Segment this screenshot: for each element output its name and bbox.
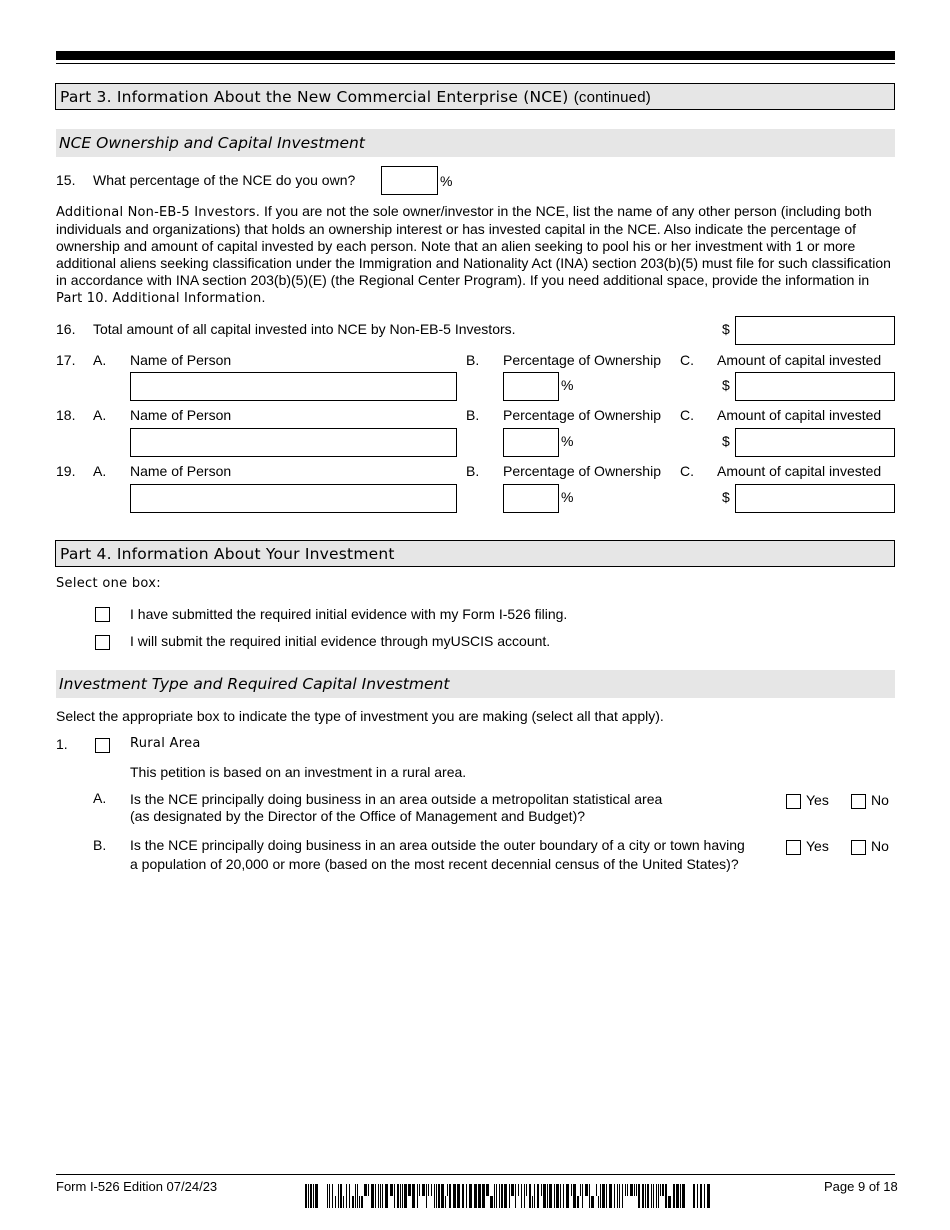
rural-qa-line1: Is the NCE principally doing business in an area outside a metropolitan statistical area xyxy=(130,791,663,807)
q15-number: 15. xyxy=(56,172,76,188)
rural-qb-no-label: No xyxy=(871,838,889,854)
q19-amount-field[interactable] xyxy=(735,484,895,513)
rural-description: This petition is based on an investment in a rural area. xyxy=(130,764,467,780)
q18-b: B. xyxy=(466,407,480,423)
q16-number: 16. xyxy=(56,321,76,337)
q19-currency: $ xyxy=(722,489,730,505)
part4-header: Part 4. Information About Your Investment xyxy=(55,540,895,567)
rural-qb-no-checkbox[interactable] xyxy=(851,840,866,855)
q17-c: C. xyxy=(680,352,694,368)
evidence-submitted-checkbox[interactable] xyxy=(95,607,110,622)
additional-investors-text: If you are not the sole owner/investor in the NCE, list the name of any other person (including both individuals and organizations) that holds an ownership interest or has invested capital in the NCE. Also indicate the percentage of ownership and amount of capital invested by each person. Note that an alien seeking to pool his or her investment with 1 or more additional aliens seeking classification under the Immigration and Nationality Act (INA) section 203(b)(5) must file for such classification in accordance with INA section 203(b)(5)(E) (the Regional Center Program). If you need additional space, provide the information in xyxy=(56,203,891,288)
q19-b: B. xyxy=(466,463,480,479)
q18-pct-label: Percentage of Ownership xyxy=(503,407,661,423)
q17-amount-field[interactable] xyxy=(735,372,895,401)
q17-pct-label: Percentage of Ownership xyxy=(503,352,661,368)
q18-amt-label: Amount of capital invested xyxy=(717,407,882,423)
q18-percent-unit: % xyxy=(561,433,574,449)
evidence-submitted-label: I have submitted the required initial evidence with my Form I-526 filing. xyxy=(130,606,568,622)
q19-amt-label: Amount of capital invested xyxy=(717,463,882,479)
q17-amt-label: Amount of capital invested xyxy=(717,352,882,368)
q17-percentage-field[interactable] xyxy=(503,372,559,401)
select-one-box-label: Select one box: xyxy=(56,576,161,591)
rural-number: 1. xyxy=(56,736,68,752)
rural-qb-line1: Is the NCE principally doing business in an area outside the outer boundary of a city or town having xyxy=(130,837,745,853)
rural-qa-line2: (as designated by the Director of the Office of Management and Budget)? xyxy=(130,808,586,824)
part3-header xyxy=(55,83,895,110)
rural-qa-no-label: No xyxy=(871,792,889,808)
footer-rule xyxy=(56,1174,895,1175)
q15-percent-unit: % xyxy=(440,173,453,189)
additional-investors-instructions xyxy=(56,203,898,307)
q17-percent-unit: % xyxy=(561,377,574,393)
part10-reference: Part 10. Additional Information xyxy=(56,291,262,306)
part3-title: Part 3. Information About the New Commercial Enterprise (NCE) xyxy=(60,88,569,106)
q18-name-field[interactable] xyxy=(130,428,457,457)
top-rule-thick xyxy=(56,51,895,60)
q19-name-label: Name of Person xyxy=(130,463,232,479)
top-rule-thin xyxy=(56,63,895,64)
q17-number: 17. xyxy=(56,352,76,368)
q17-name-field[interactable] xyxy=(130,372,457,401)
q17-name-label: Name of Person xyxy=(130,352,232,368)
q19-c: C. xyxy=(680,463,694,479)
rural-qb-yes-checkbox[interactable] xyxy=(786,840,801,855)
q19-pct-label: Percentage of Ownership xyxy=(503,463,661,479)
footer-form-edition: Form I-526 Edition 07/24/23 xyxy=(56,1179,218,1194)
footer-page-number: Page 9 of 18 xyxy=(824,1179,898,1194)
q18-c: C. xyxy=(680,407,694,423)
ownership-percentage-field[interactable] xyxy=(381,166,438,195)
investment-type-section-title: Investment Type and Required Capital Investment xyxy=(56,670,895,698)
q17-currency: $ xyxy=(722,377,730,393)
q18-currency: $ xyxy=(722,433,730,449)
q18-name-label: Name of Person xyxy=(130,407,232,423)
q17-b: B. xyxy=(466,352,480,368)
q16-label: Total amount of all capital invested into NCE by Non-EB-5 Investors. xyxy=(93,321,516,337)
q18-a: A. xyxy=(93,407,107,423)
q19-percent-unit: % xyxy=(561,489,574,505)
q19-a: A. xyxy=(93,463,107,479)
rural-qa-no-checkbox[interactable] xyxy=(851,794,866,809)
q19-percentage-field[interactable] xyxy=(503,484,559,513)
q19-name-field[interactable] xyxy=(130,484,457,513)
q19-number: 19. xyxy=(56,463,76,479)
additional-investors-lead: Additional Non-EB-5 Investors. xyxy=(56,205,261,220)
rural-area-checkbox[interactable] xyxy=(95,738,110,753)
rural-qb-letter: B. xyxy=(93,837,107,853)
q15-label: What percentage of the NCE do you own? xyxy=(93,172,356,188)
additional-investors-end: . xyxy=(261,289,266,305)
evidence-myuscis-checkbox[interactable] xyxy=(95,635,110,650)
rural-qa-letter: A. xyxy=(93,790,107,806)
nce-ownership-section-title: NCE Ownership and Capital Investment xyxy=(56,129,895,157)
investment-type-instruction: Select the appropriate box to indicate the type of investment you are making (select all that apply). xyxy=(56,708,664,724)
total-capital-non-eb5-field[interactable] xyxy=(735,316,895,345)
evidence-myuscis-label: I will submit the required initial evidence through myUSCIS account. xyxy=(130,633,551,649)
part3-continued: (continued) xyxy=(573,89,651,106)
rural-qa-yes-checkbox[interactable] xyxy=(786,794,801,809)
form-barcode xyxy=(305,1184,713,1208)
rural-area-label: Rural Area xyxy=(130,736,201,751)
q18-amount-field[interactable] xyxy=(735,428,895,457)
rural-qa-yes-label: Yes xyxy=(806,792,829,808)
q18-number: 18. xyxy=(56,407,76,423)
q18-percentage-field[interactable] xyxy=(503,428,559,457)
rural-qb-line2: a population of 20,000 or more (based on the most recent decennial census of the United States)? xyxy=(130,856,739,872)
rural-qb-yes-label: Yes xyxy=(806,838,829,854)
q17-a: A. xyxy=(93,352,107,368)
q16-currency: $ xyxy=(722,321,730,337)
